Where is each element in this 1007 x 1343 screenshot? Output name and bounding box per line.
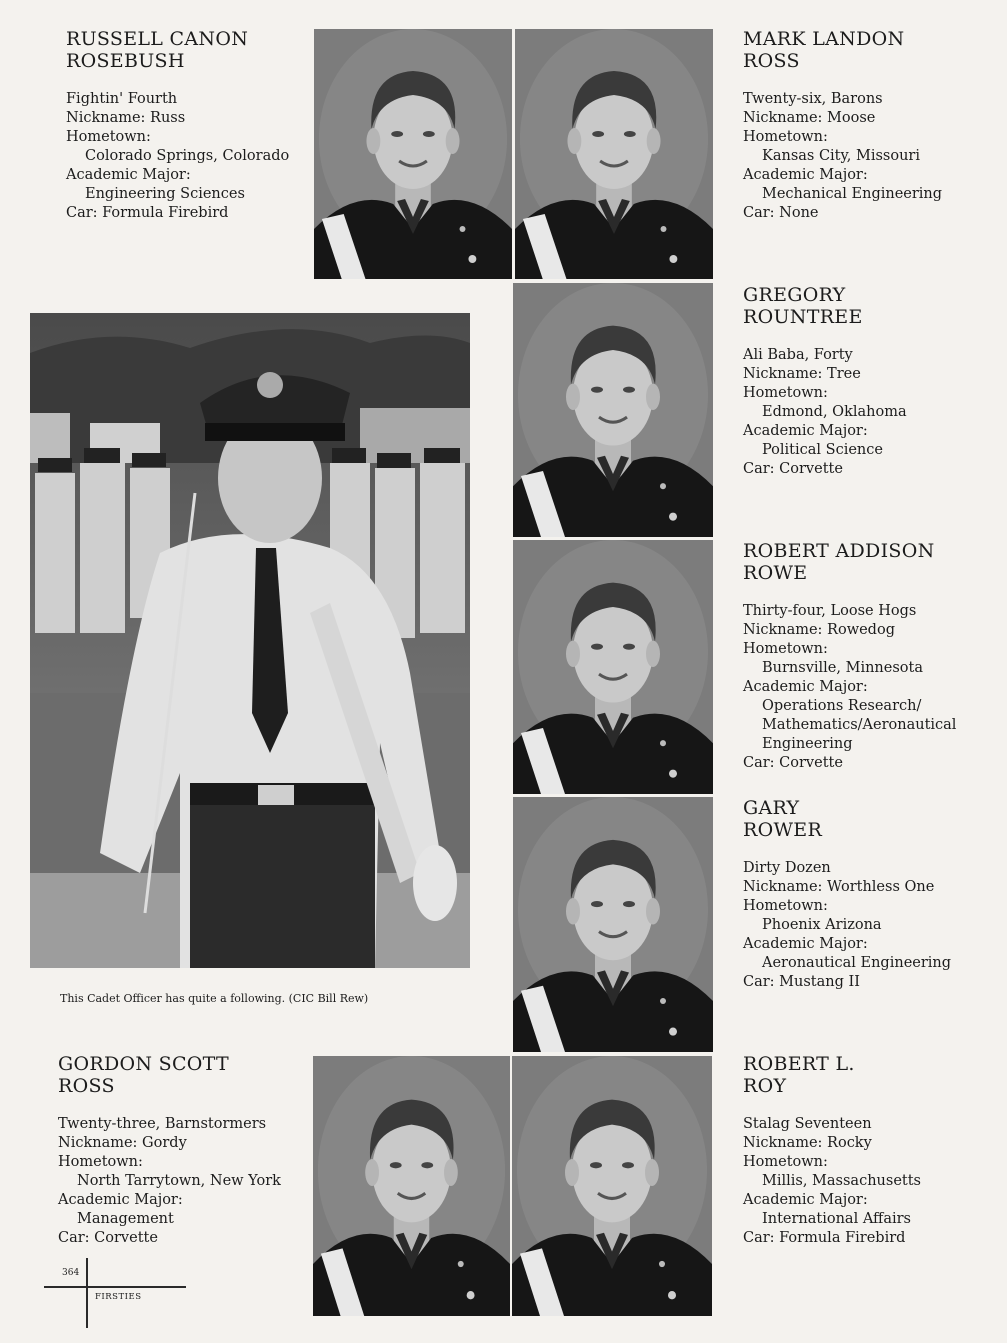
academic-major: International Affairs <box>762 1211 911 1227</box>
major-label: Academic Major: <box>66 167 191 183</box>
squadron: Twenty-three, Barnstormers <box>58 1116 267 1132</box>
major-label: Academic Major: <box>743 679 868 695</box>
hometown-label: Hometown: <box>58 1154 143 1170</box>
car: Car: Corvette <box>58 1230 158 1246</box>
nickname: Nickname: Rocky <box>743 1135 872 1151</box>
page-number: 364 <box>62 1268 80 1278</box>
squadron: Twenty-six, Barons <box>743 91 883 107</box>
nickname: Nickname: Tree <box>743 366 861 382</box>
hometown-label: Hometown: <box>743 1154 828 1170</box>
nickname: Nickname: Worthless One <box>743 879 935 895</box>
footer-rule-horizontal <box>44 1286 186 1288</box>
car: Car: Corvette <box>743 461 843 477</box>
portrait-roy <box>512 1056 712 1316</box>
major-label: Academic Major: <box>743 167 868 183</box>
academic-major: Engineering Sciences <box>85 186 245 202</box>
portrait-rower <box>513 797 713 1052</box>
cadet-bio-rosebush <box>66 28 289 223</box>
hometown-label: Hometown: <box>743 385 828 401</box>
squadron: Dirty Dozen <box>743 860 831 876</box>
cadet-name: MARK LANDON ROSS <box>743 28 905 72</box>
cadet-officer-photo <box>30 313 470 968</box>
academic-major: Mathematics/Aeronautical <box>762 717 957 733</box>
portrait-rowe <box>513 540 713 794</box>
academic-major: Aeronautical Engineering <box>762 955 952 971</box>
hometown-label: Hometown: <box>743 641 828 657</box>
hometown-label: Hometown: <box>743 898 828 914</box>
cadet-bio-gordon-ross <box>58 1053 281 1248</box>
car: Car: Corvette <box>743 755 843 771</box>
car: Car: None <box>743 205 819 221</box>
cadet-bio-mark-ross <box>743 28 942 223</box>
hometown: Burnsville, Minnesota <box>762 660 923 676</box>
academic-major: Operations Research/ <box>762 698 922 714</box>
nickname: Nickname: Russ <box>66 110 186 126</box>
cadet-name: RUSSELL CANON ROSEBUSH <box>66 28 249 72</box>
car: Car: Formula Firebird <box>743 1230 906 1246</box>
cadet-bio-rowe <box>743 540 956 773</box>
hometown: North Tarrytown, New York <box>77 1173 281 1189</box>
cadet-bio-rower <box>743 797 951 992</box>
squadron: Fightin' Fourth <box>66 91 178 107</box>
major-label: Academic Major: <box>58 1192 183 1208</box>
hometown-label: Hometown: <box>743 129 828 145</box>
hometown: Millis, Massachusetts <box>762 1173 921 1189</box>
cadet-bio-rountree <box>743 284 907 479</box>
squadron: Stalag Seventeen <box>743 1116 872 1132</box>
hometown: Phoenix Arizona <box>762 917 882 933</box>
academic-major: Engineering <box>762 736 853 752</box>
academic-major: Management <box>77 1211 174 1227</box>
cadet-name: ROBERT ADDISON ROWE <box>743 540 935 584</box>
cadet-bio-roy <box>743 1053 921 1248</box>
academic-major: Political Science <box>762 442 883 458</box>
section-title: FIRSTIES <box>95 1292 142 1302</box>
footer-rule-vertical <box>86 1258 88 1328</box>
car: Car: Formula Firebird <box>66 205 229 221</box>
hometown-label: Hometown: <box>66 129 151 145</box>
major-label: Academic Major: <box>743 1192 868 1208</box>
car: Car: Mustang II <box>743 974 860 990</box>
portrait-gordon-ross <box>313 1056 510 1316</box>
portrait-rountree <box>513 283 713 537</box>
cadet-name: ROBERT L. ROY <box>743 1053 855 1097</box>
cadet-name: GORDON SCOTT ROSS <box>58 1053 229 1097</box>
nickname: Nickname: Moose <box>743 110 876 126</box>
nickname: Nickname: Gordy <box>58 1135 187 1151</box>
major-label: Academic Major: <box>743 423 868 439</box>
major-label: Academic Major: <box>743 936 868 952</box>
hometown: Colorado Springs, Colorado <box>85 148 290 164</box>
hometown: Kansas City, Missouri <box>762 148 920 164</box>
portrait-mark-ross <box>515 29 713 279</box>
squadron: Ali Baba, Forty <box>743 347 853 363</box>
photo-caption: This Cadet Officer has quite a following. (CIC Bill Rew) <box>60 992 369 1005</box>
cadet-name: GARY ROWER <box>743 797 823 841</box>
portrait-rosebush <box>314 29 512 279</box>
squadron: Thirty-four, Loose Hogs <box>743 603 917 619</box>
nickname: Nickname: Rowedog <box>743 622 895 638</box>
cadet-name: GREGORY ROUNTREE <box>743 284 863 328</box>
academic-major: Mechanical Engineering <box>762 186 943 202</box>
hometown: Edmond, Oklahoma <box>762 404 907 420</box>
